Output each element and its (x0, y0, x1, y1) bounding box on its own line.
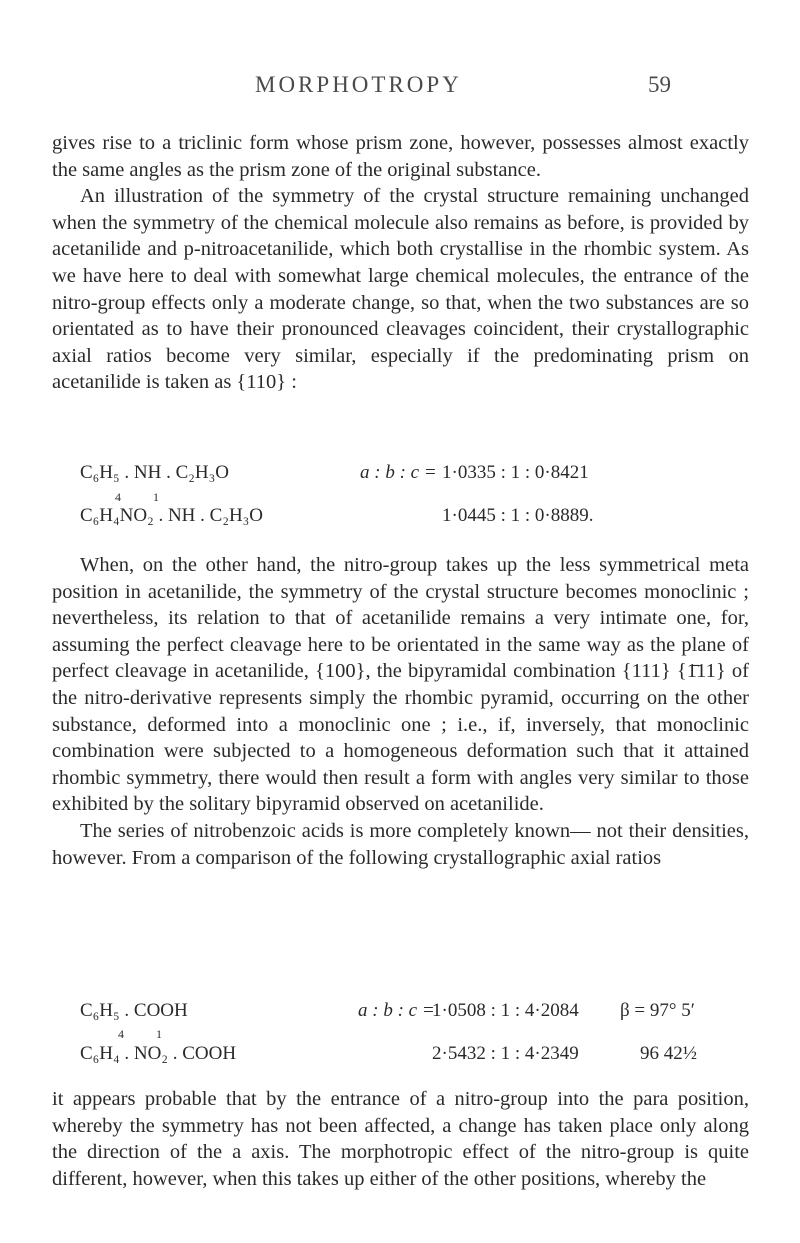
ratio-acetanilide: 1·0335 : 1 : 0·8421 (442, 462, 589, 483)
position-label-1: 1 (153, 490, 159, 504)
ratio-benzoic-acid: 1·0508 : 1 : 4·2084 (432, 1000, 579, 1021)
position-label-4: 4 (118, 1027, 124, 1041)
paragraph: gives rise to a triclinic form whose prism zone, however, possesses almost exactly the same angles as the prism zone of the original substance. (52, 132, 749, 181)
paragraph: The series of nitrobenzoic acids is more completely known— not their densities, however. From a comparison of the following crystallographic axial ratios (52, 819, 749, 869)
text-block-1 (52, 130, 749, 396)
paragraph: An illustration of the symmetry of the crystal structure remaining unchanged when the symmetry of the chemical molecule also remains as before, is provided by acetanilide and p-nitroacetanilide, which both crystallise in the rhombic system. As we have here to deal with somewhat large chemical molecules, the entrance of the nitro-group effects only a moderate change, so that, when the two substances are so orientated as to have their pronounced cleavages coincident, their crystallographic axial ratios become very similar, especially if the predominating prism on acetanilide is taken as {110} : (52, 185, 749, 394)
formula-nitrobenzoic-acid: C₆H₄ . NO₂ . COOH (80, 1043, 237, 1064)
beta-nitrobenzoic-acid: 96 42½ (640, 1043, 697, 1064)
ratio-label: a : b : c = (358, 1000, 435, 1021)
ratio-label: a : b : c = (360, 462, 437, 483)
running-title: MORPHOTROPY (255, 72, 462, 97)
paragraph: When, on the other hand, the nitro-group takes up the less symmetrical meta position in acetanilide, the symmetry of the crystal structure becomes monoclinic ; nevertheless, its relation to that of acetanilide remains a very intimate one, for, assuming the perfect cleavage here to be orientated in the same way as the plane of perfect cleavage in acetanilide, {100}, the bipyramidal combination {111} {1̄11} of the nitro-derivative represents simply the rhombic pyramid, occurring on the other substance, deformed into a monoclinic one ; i.e., if, inversely, that monoclinic combination were subjected to a homogeneous deformation such that it attained rhombic symmetry, there would then result a form with angles very similar to those exhibited by the solitary bipyramid observed on acetanilide. (52, 554, 749, 816)
ratio-nitroacetanilide: 1·0445 : 1 : 0·8889. (442, 505, 594, 526)
formula-acetanilide: C₆H₅ . NH . C₂H₃O (80, 462, 229, 483)
position-label-4: 4 (115, 490, 121, 504)
formula-nitroacetanilide: C₆H₄NO₂ . NH . C₂H₃O (80, 505, 264, 526)
formula-benzoic-acid: C₆H₅ . COOH (80, 1000, 188, 1021)
text-block-3 (52, 1086, 749, 1192)
ratio-nitrobenzoic-acid: 2·5432 : 1 : 4·2349 (432, 1043, 579, 1064)
page-number: 59 (648, 72, 671, 97)
paragraph: it appears probable that by the entrance of a nitro-group into the para position, whereby the symmetry has not been affected, a change has taken place only along the direction of the a axis. The morphotropic effect of the nitro-group is quite different, however, when this takes up either of the other positions, whereby the (52, 1088, 749, 1190)
beta-benzoic-acid: β = 97° 5′ (620, 1000, 695, 1021)
position-label-1: 1 (156, 1027, 162, 1041)
text-block-2 (52, 552, 749, 871)
